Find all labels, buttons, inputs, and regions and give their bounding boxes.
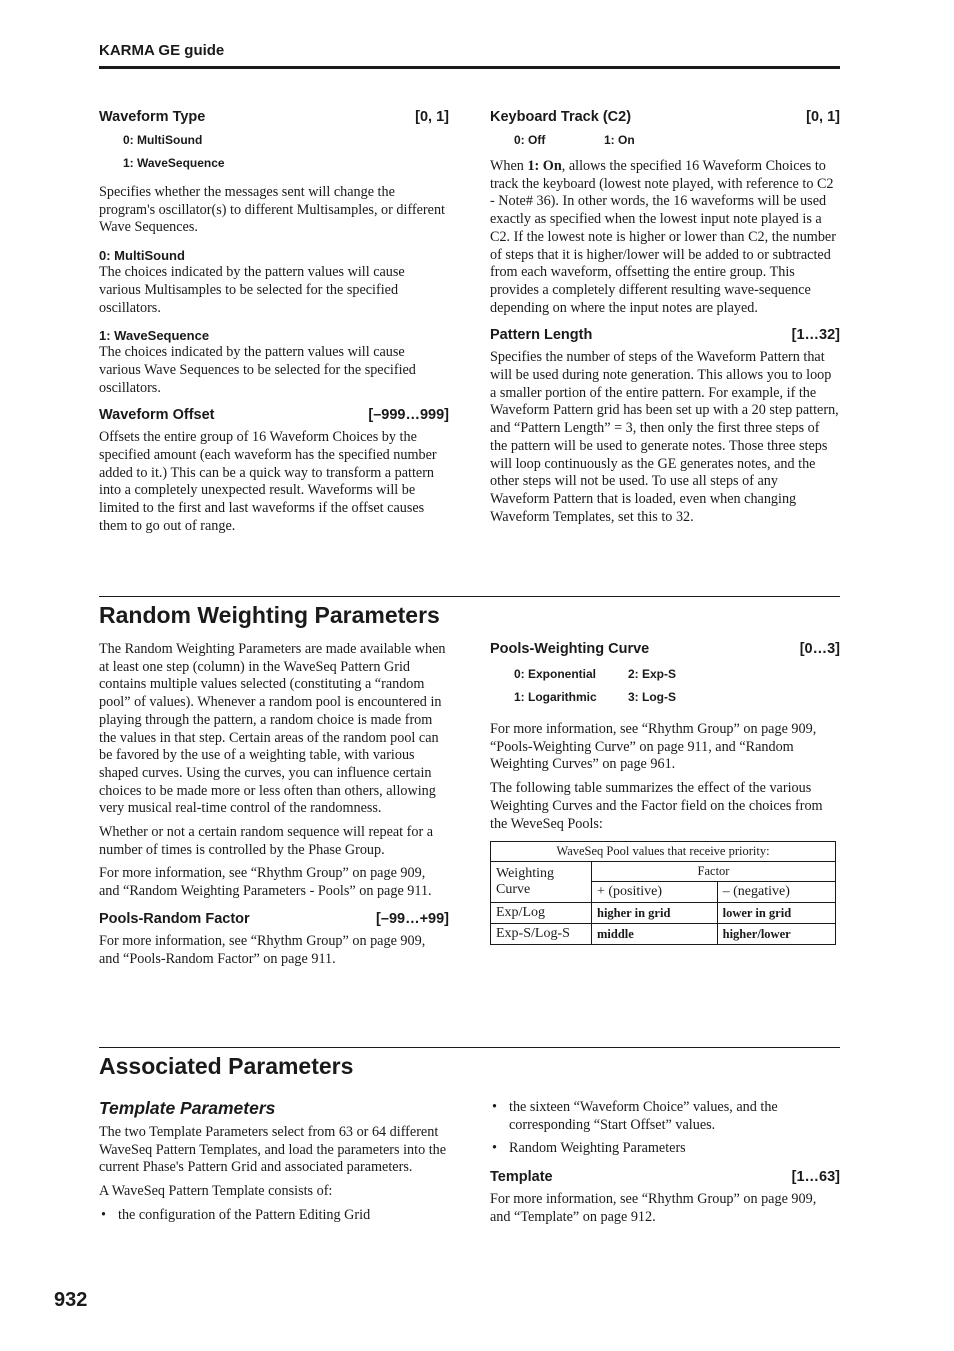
keyboard-track-text — [490, 158, 840, 317]
positive-cell: middle — [592, 924, 718, 945]
associated-heading: Associated Parameters — [99, 1053, 354, 1079]
param-range: [–99…+99] — [376, 910, 449, 927]
pattern-length-title — [490, 327, 840, 343]
random-weighting-p3: For more information, see “Rhythm Group” on page 909, and “Random Weighting Parameters - Pools” on page 911. — [99, 865, 432, 900]
bullet-list-right — [490, 1099, 840, 1158]
keyboard-track-section — [490, 109, 840, 526]
option-item: 3: Log-S — [628, 690, 676, 704]
negative-cell: higher/lower — [717, 924, 835, 945]
table-caption: WaveSeq Pool values that receive priority: — [491, 842, 836, 862]
text-rest: , allows the specified 16 Waveform Choices to track the keyboard (lowest note played, with reference to C2 - Note# 36). In other words, the 16 waveforms will be used exactly as specified when the lowest input note played is a C2. If the lowest note is higher or lower than C2, the number of steps that it is higher/lower will be added to or subtracted from each waveform, offsetting the entire group. This provides a completely different resulting wave-sequence depending on where the input notes are played. — [490, 158, 836, 316]
template-parameters-right — [490, 1099, 840, 1227]
random-weighting-p2: Whether or not a certain random sequence will repeat for a number of times is controlled by the Phase Group. — [99, 824, 434, 858]
wavesequence-label: 1: WaveSequence — [99, 328, 210, 344]
positive-header: + (positive) — [592, 882, 718, 903]
table-row — [491, 924, 836, 945]
list-item: • Random Weighting Parameters — [490, 1140, 840, 1158]
option-item: 1: WaveSequence — [123, 156, 225, 170]
weighting-table — [490, 841, 836, 945]
option-item: 2: Exp-S — [628, 667, 677, 681]
multisound-text: The choices indicated by the pattern values will cause various Multisamples to be selected for the specified oscillators. — [99, 264, 405, 316]
param-name: Waveform Offset — [99, 407, 215, 424]
pools-weighting-p2: The following table summarizes the effect of the various Weighting Curves and the Factor field on the choices from the WeveSeq Pools: — [490, 780, 823, 832]
pattern-length-text: Specifies the number of steps of the Waveform Pattern that will be used during note generation. This allows you to loop a smaller portion of the entire pattern. For example, if the Waveform Pattern grid has been set up with a 20 step pattern, and “Pattern Length” = 3, then only the first three steps of the pattern will be used to generate notes. Those three steps will loop continuously as the GE generates notes, and the other steps will not be used. To use all steps of any Waveform Pattern that is loaded, even when changing Waveform Templates, set this to 32. — [490, 349, 839, 525]
pools-random-factor-title — [99, 911, 449, 927]
section-rule — [99, 1047, 840, 1048]
negative-header: – (negative) — [717, 882, 835, 903]
param-range: [1…63] — [791, 1169, 840, 1186]
keyboard-track-title — [490, 109, 840, 125]
text-prefix: When — [490, 158, 528, 174]
pools-weighting-title — [490, 641, 840, 657]
random-weighting-p1: The Random Weighting Parameters are made available when at least one step (column) in the WaveSeq Pattern Grid contains multiple values selected (constituting a “random pool” of values). Whenever a random pool is encountered in playing through the pattern, a random choice is made from the values in that step. Certain areas of the random pool can be favored by the use of a weighting table, with various shaped curves. Using the curves, you can influence certain choices to be made more or less often than others, allowing very musical real-time control of the randomness. — [99, 641, 446, 817]
param-range: [–999…999] — [368, 407, 449, 424]
waveform-type-options — [123, 129, 449, 175]
multisound-label: 0: MultiSound — [99, 248, 185, 264]
waveform-offset-title — [99, 407, 449, 423]
pools-weighting-p1: For more information, see “Rhythm Group” on page 909, “Pools-Weighting Curve” on page 911, and “Random Weighting Curves” on page 961. — [490, 721, 817, 773]
template-title — [490, 1169, 840, 1185]
associated-p2: A WaveSeq Pattern Template consists of: — [99, 1183, 333, 1200]
template-parameters-left — [99, 1098, 449, 1225]
param-name: Template — [490, 1169, 553, 1186]
curve-cell: Exp/Log — [491, 903, 592, 924]
associated-p1: The two Template Parameters select from 63 or 64 different WaveSeq Pattern Templates, and load the parameters into the current Phase's Pattern Grid and associated parameters. — [99, 1124, 447, 1176]
param-name: Pattern Length — [490, 327, 593, 344]
header-rule — [99, 66, 840, 69]
section-rule — [99, 596, 840, 597]
positive-cell: higher in grid — [592, 903, 718, 924]
param-name: Waveform Type — [99, 109, 206, 125]
text-bold: 1: On — [527, 158, 562, 174]
option-item: 0: Off — [514, 133, 546, 147]
table-row — [491, 903, 836, 924]
pools-random-factor-text: For more information, see “Rhythm Group” on page 909, and “Pools-Random Factor” on page 911. — [99, 932, 426, 967]
pools-weighting-options — [514, 663, 840, 709]
waveform-offset-text: Offsets the entire group of 16 Waveform Choices by the specified amount (each waveform has the specified number added to it.) This can be a quick way to transform a pattern into a completely unexpected result. Waveforms will be limited to the first and last waveforms if the offset causes them to go out of range. — [99, 429, 437, 534]
negative-cell: lower in grid — [717, 903, 835, 924]
waveform-type-title — [99, 109, 449, 125]
option-item: 0: MultiSound — [123, 133, 203, 147]
bullet-list-left — [99, 1207, 449, 1225]
option-item: 1: On — [604, 133, 635, 147]
param-range: [0, 1] — [806, 109, 840, 125]
random-weighting-heading: Random Weighting Parameters — [99, 602, 440, 628]
param-range: [1…32] — [791, 327, 840, 344]
waveform-type-section — [99, 109, 449, 536]
template-text: For more information, see “Rhythm Group” on page 909, and “Template” on page 912. — [490, 1191, 817, 1225]
curve-cell: Exp-S/Log-S — [491, 924, 592, 945]
keyboard-track-options — [514, 129, 840, 152]
factor-header: Factor — [592, 862, 836, 882]
option-item: 1: Logarithmic — [514, 690, 597, 704]
param-name: Pools-Weighting Curve — [490, 641, 650, 657]
list-item: • the configuration of the Pattern Editing Grid — [99, 1207, 449, 1225]
param-name: Keyboard Track (C2) — [490, 109, 632, 125]
wavesequence-text: The choices indicated by the pattern values will cause various Wave Sequences to be selected for the specified oscillators. — [99, 344, 416, 396]
list-item: • the sixteen “Waveform Choice” values, and the corresponding “Start Offset” values. — [490, 1099, 840, 1134]
param-name: Pools-Random Factor — [99, 910, 250, 927]
random-weighting-left — [99, 641, 449, 968]
pools-weighting-section — [490, 641, 840, 945]
param-range: [0, 1] — [415, 109, 449, 125]
template-parameters-subheading: Template Parameters — [99, 1098, 276, 1118]
option-item: 0: Exponential — [514, 667, 597, 681]
param-range: [0…3] — [799, 641, 840, 657]
waveform-type-description: Specifies whether the messages sent will change the program's oscillator(s) to different Multisamples, or different Wave Sequences. — [99, 184, 445, 236]
weighting-curve-header: Weighting Curve — [491, 862, 592, 903]
page-number: 932 — [54, 1289, 88, 1311]
running-head: KARMA GE guide — [99, 42, 225, 59]
